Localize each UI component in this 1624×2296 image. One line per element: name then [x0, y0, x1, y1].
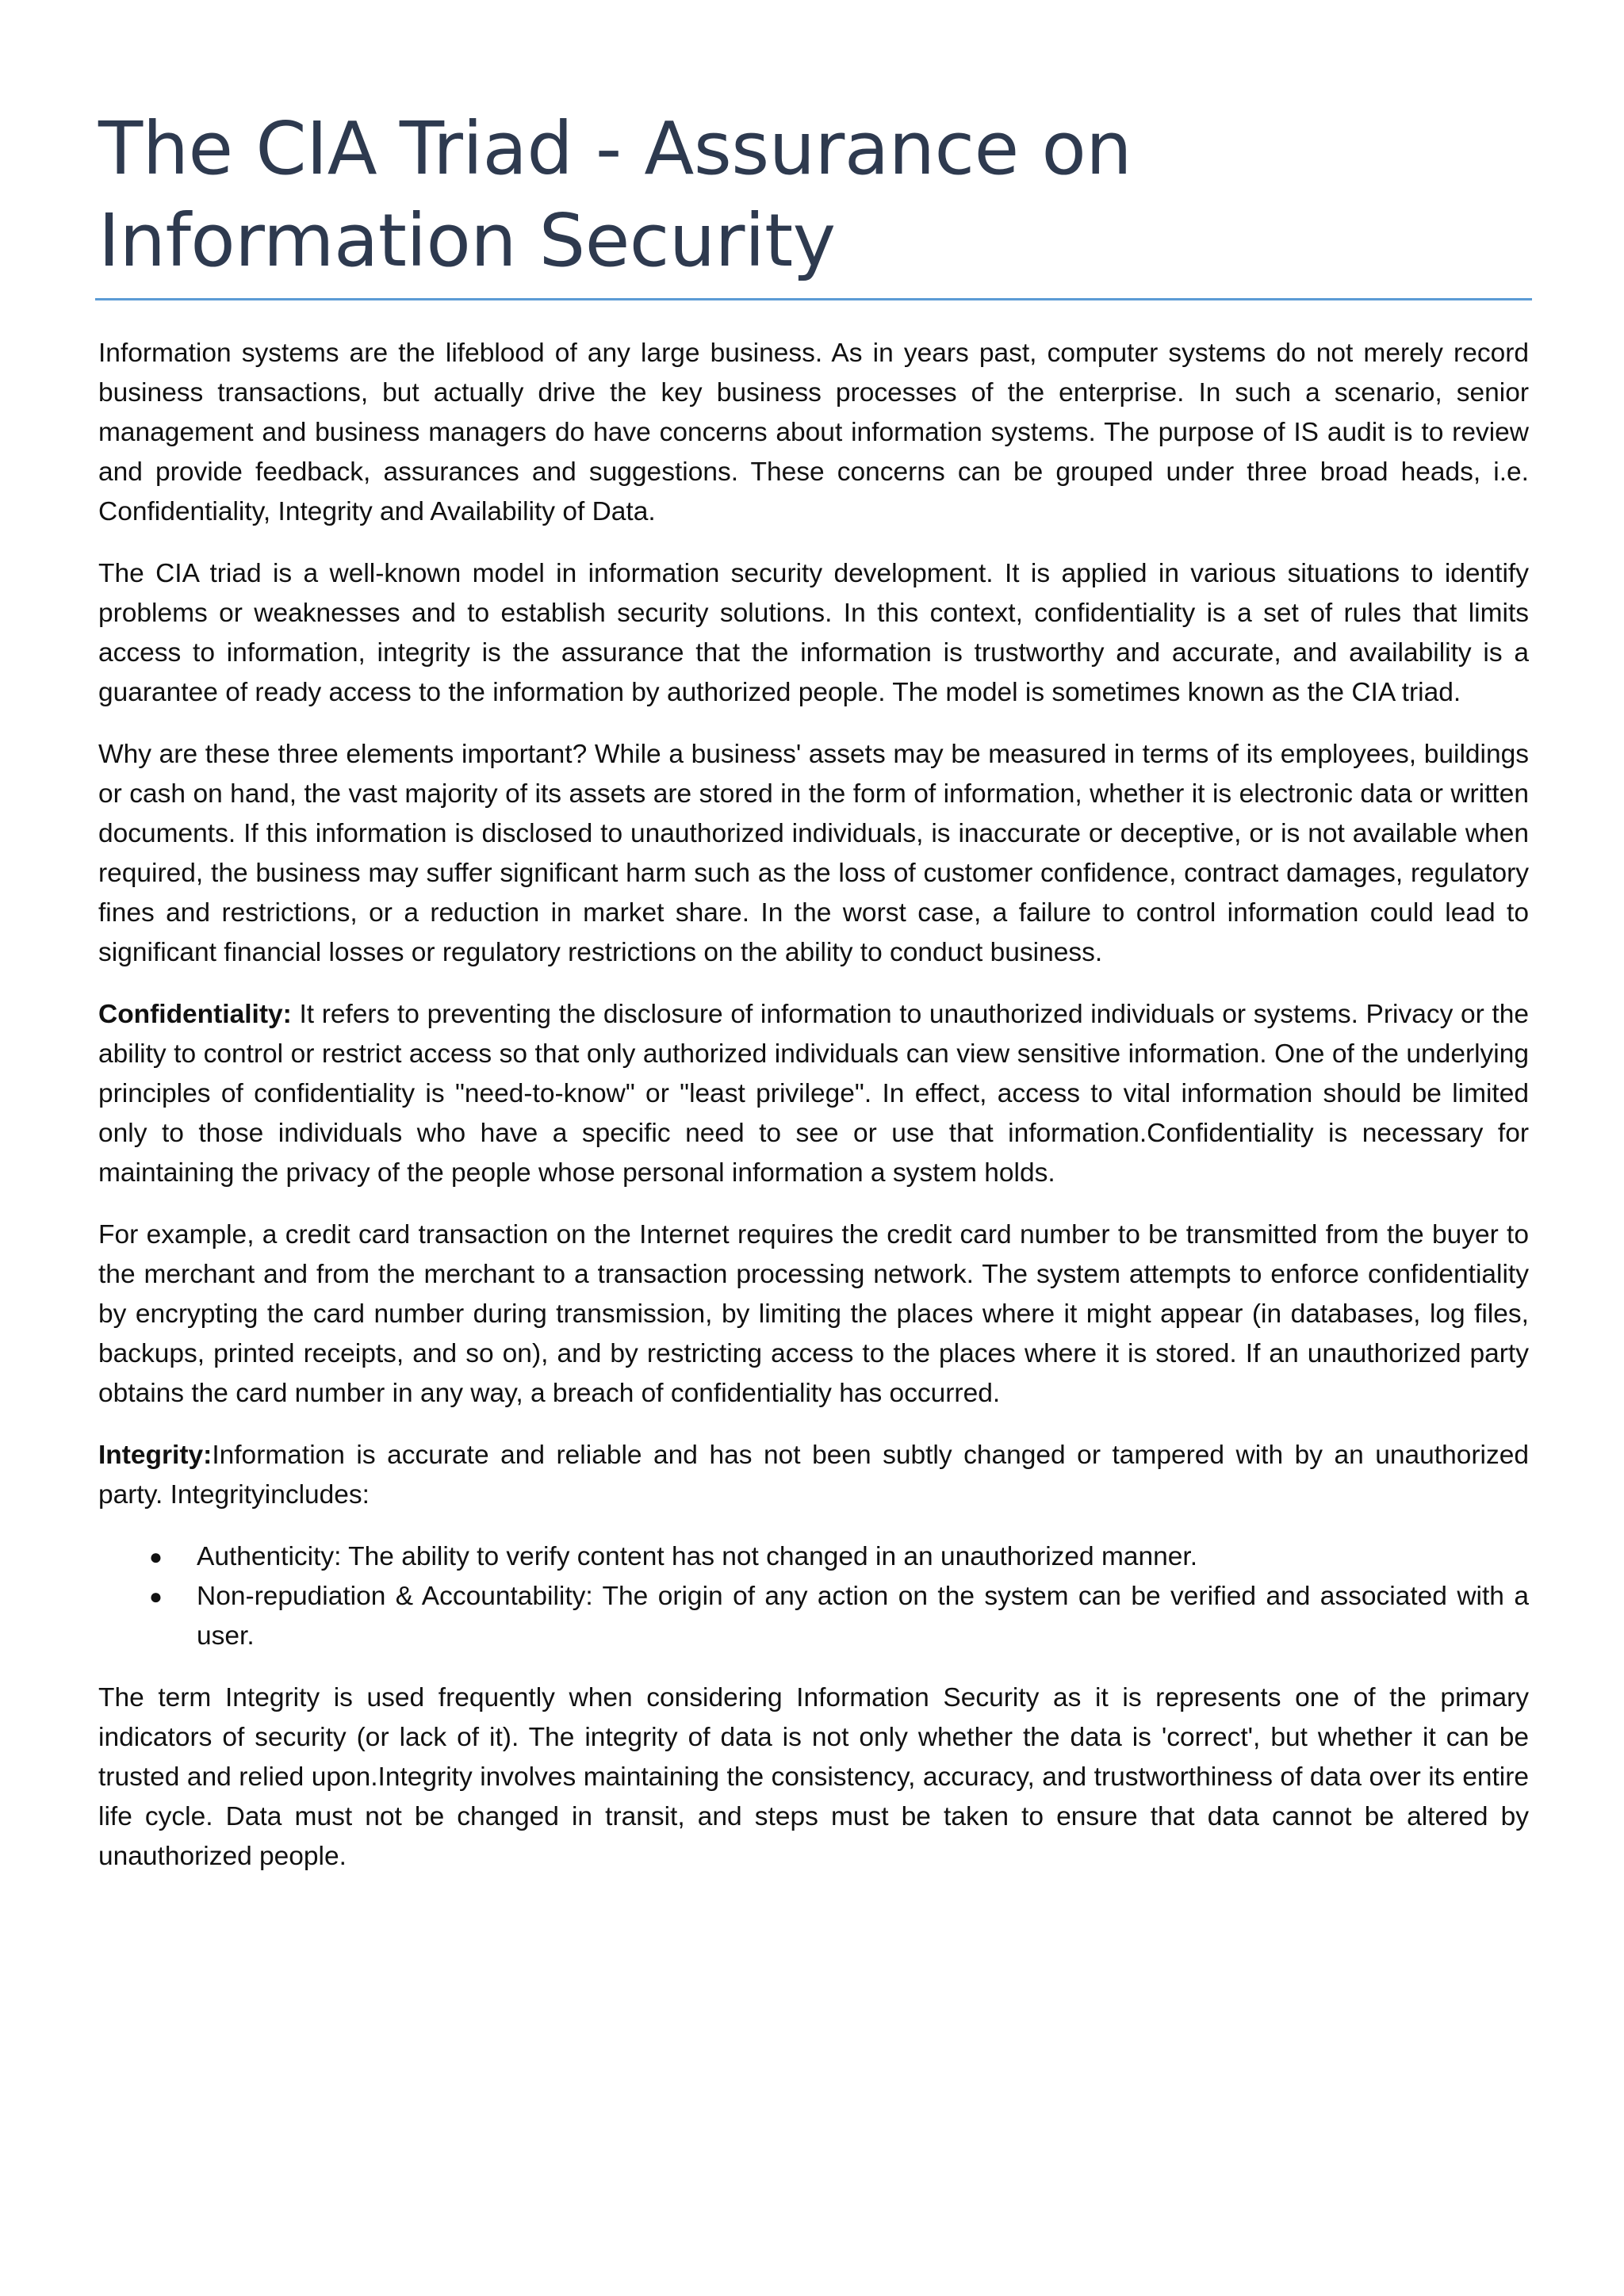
integrity-bullet-list: [98, 1537, 1529, 1656]
list-item-text: Authenticity: The ability to verify content has not changed in an unauthorized manner.: [197, 1542, 1198, 1571]
paragraph-integrity-details: The term Integrity is used frequently when considering Information Security as it is represents one of the primary indicators of security (or lack of it). The integrity of data is not only whether the data is 'correct', but whether it can be trusted and relied upon.Integrity involves maintaining the consistency, accuracy, and trustworthiness of data over its entire life cycle. Data must not be changed in transit, and steps must be taken to ensure that data cannot be altered by unauthorized people.: [98, 1683, 1529, 1871]
integrity-label: Integrity:: [98, 1441, 213, 1470]
paragraph-intro: Information systems are the lifeblood of any large business. As in years past, computer systems do not merely record business transactions, but actually drive the key business processes of the enterprise. In such a scenario, senior management and business managers do have concerns about information systems. The purpose of IS audit is to review and provide feedback, assurances and suggestions. These concerns can be grouped under three broad heads, i.e. Confidentiality, Integrity and Availability of Data.: [98, 339, 1529, 526]
paragraph-confidentiality: [98, 995, 1529, 1193]
paragraph-importance: Why are these three elements important? While a business' assets may be measured in terms of its employees, buildings or cash on hand, the vast majority of its assets are stored in the form of information, whether it is electronic data or written documents. If this information is disclosed to unauthorized individuals, is inaccurate or deceptive, or is not available when required, the business may suffer significant harm such as the loss of customer confidence, contract damages, regulatory fines and restrictions, or a reduction in market share. In the worst case, a failure to control information could lead to significant financial losses or regulatory restrictions on the ability to conduct business.: [98, 740, 1529, 967]
confidentiality-label: Confidentiality:: [98, 1000, 292, 1029]
list-item: [149, 1537, 1529, 1577]
list-item: [149, 1577, 1529, 1656]
document-page: [98, 103, 1529, 1899]
integrity-text: Information is accurate and reliable and has not been subtly changed or tampered with by an unauthorized party. Integrityincludes:: [98, 1441, 1529, 1510]
page-title: The CIA Triad - Assurance on Information Security: [98, 106, 1132, 283]
paragraph-cia-model: The CIA triad is a well-known model in information security development. It is applied in various situations to identify problems or weaknesses and to establish security solutions. In this context, confidentiality is a set of rules that limits access to information, integrity is the assurance that the information is trustworthy and accurate, and availability is a guarantee of ready access to the information by authorized people. The model is sometimes known as the CIA triad.: [98, 559, 1529, 707]
title-divider: [95, 298, 1532, 300]
bullet-icon: ●: [149, 1584, 163, 1609]
bullet-icon: ●: [149, 1544, 163, 1569]
confidentiality-text: It refers to preventing the disclosure of information to unauthorized individuals or systems. Privacy or the ability to control or restrict access so that only authorized individuals can view sensitive information. One of the underlying principles of confidentiality is "need-to-know" or "least privilege". In effect, access to vital information should be limited only to those individuals who have a specific need to see or use that information.Confidentiality is necessary for maintaining the privacy of the people whose personal information a system holds.: [98, 1000, 1529, 1188]
paragraph-credit-card-example: For example, a credit card transaction on the Internet requires the credit card number to be transmitted from the buyer to the merchant and from the merchant to a transaction processing network. The system attempts to enforce confidentiality by encrypting the card number during transmission, by limiting the places where it might appear (in databases, log files, backups, printed receipts, and so on), and by restricting access to the places where it is stored. If an unauthorized party obtains the card number in any way, a breach of confidentiality has occurred.: [98, 1220, 1529, 1408]
paragraph-integrity: [98, 1436, 1529, 1515]
list-item-text: Non-repudiation & Accountability: The origin of any action on the system can be verified and associated with a user.: [197, 1582, 1529, 1651]
